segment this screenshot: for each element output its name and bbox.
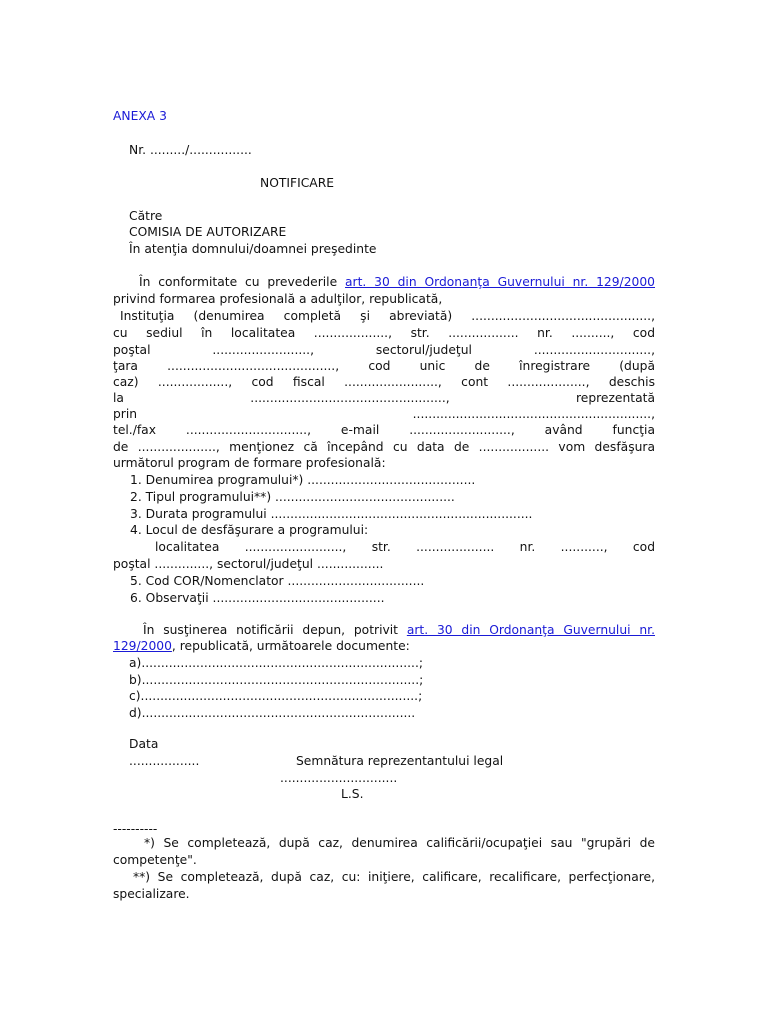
program-item-5: 5. Cod COR/Nomenclator ................................... [130, 574, 425, 588]
signature-label: Semnătura reprezentantului legal [296, 754, 504, 768]
date-label: Data [129, 737, 159, 751]
document-item-a: a).......................................................................; [129, 656, 424, 670]
body-line-2: poştal ........................., sectorul/judeţul .............................., [113, 343, 655, 357]
program-item-1: 1. Denumirea programului*) ........................................... [130, 473, 476, 487]
document-title: NOTIFICARE [260, 176, 335, 190]
support-prefix: În susţinerea notificării depun, potrivit [143, 623, 399, 637]
body-line-9: următorul program de formare profesională: [113, 456, 386, 470]
intro-law-link[interactable]: art. 30 din Ordonanţa Guvernului nr. 129/2000 [345, 275, 655, 289]
program-item-3: 3. Durata programului ................................................................... [130, 507, 533, 521]
location-line-0: localitatea ........................., str. .................... nr. ..........., cod [155, 540, 655, 554]
support-law-link-cont[interactable]: 129/2000 [113, 639, 172, 653]
program-item-4: 4. Locul de desfăşurare a programului: [130, 523, 369, 537]
body-line-6: prin ............................................................., [113, 407, 655, 421]
body-line-8: de ...................., menţionez că începând cu data de .................. vom desfăşura [113, 440, 655, 454]
recipient-to: Către [129, 209, 163, 223]
footnote-2-text: Se completează, după caz, cu: iniţiere, calificare, recalificare, perfecţionare, [157, 870, 655, 884]
footnote-1-line1 [144, 835, 655, 852]
footnote-2-line1 [133, 869, 655, 886]
body-line-3: ţara ..........................................., cod unic de înregistrare (după [113, 359, 655, 373]
signature-dots: .............................. [280, 771, 398, 785]
support-law-link[interactable]: art. 30 din Ordonanţa Guvernului nr. [406, 623, 655, 637]
intro-prefix: În conformitate cu prevederile [139, 275, 338, 289]
document-item-b: b).......................................................................; [129, 673, 424, 687]
footnote-separator: ---------- [113, 822, 158, 836]
footnote-1-line2: competenţe". [113, 853, 197, 867]
body-line-5: la .................................................., reprezentată [113, 391, 655, 405]
program-item-6: 6. Observaţii ............................................ [130, 591, 385, 605]
annex-label: ANEXA 3 [113, 109, 167, 123]
body-line-0: Instituţia (denumirea completă şi abreviată) .............................................., [120, 309, 655, 323]
program-item-2: 2. Tipul programului**) .............................................. [130, 490, 455, 504]
body-line-4: caz) .................., cod fiscal ........................, cont ...................., deschis [113, 375, 655, 389]
support-line-2 [113, 638, 655, 655]
document-item-d: d)...................................................................... [129, 706, 416, 720]
seal-label: L.S. [341, 787, 364, 801]
body-line-1: cu sediul în localitatea ..................., str. .................. nr. .........., cod [113, 326, 655, 340]
nr-line: Nr. ........./................ [129, 143, 252, 157]
body-line-7: tel./fax ..............................., e-mail .........................., având funcţia [113, 423, 655, 437]
intro-continuation: privind formarea profesională a adulţilor, republicată, [113, 292, 443, 306]
location-line-1: poştal .............., sectorul/judeţul ................. [113, 557, 384, 571]
intro-line [139, 274, 655, 291]
footnote-1-marker: *) [144, 836, 155, 850]
document-item-c: c).......................................................................; [129, 689, 423, 703]
footnote-2-line2: specializare. [113, 887, 190, 901]
footnote-1-text: Se completează, după caz, denumirea calificării/ocupaţiei sau "grupări de [163, 836, 655, 850]
support-line [143, 622, 655, 639]
recipient-commission: COMISIA DE AUTORIZARE [129, 225, 287, 239]
recipient-attention: În atenţia domnului/doamnei preşedinte [129, 242, 377, 256]
support-suffix: , republicată, următoarele documente: [171, 639, 410, 653]
date-dots: .................. [129, 754, 200, 768]
footnote-2-marker: **) [133, 870, 151, 884]
